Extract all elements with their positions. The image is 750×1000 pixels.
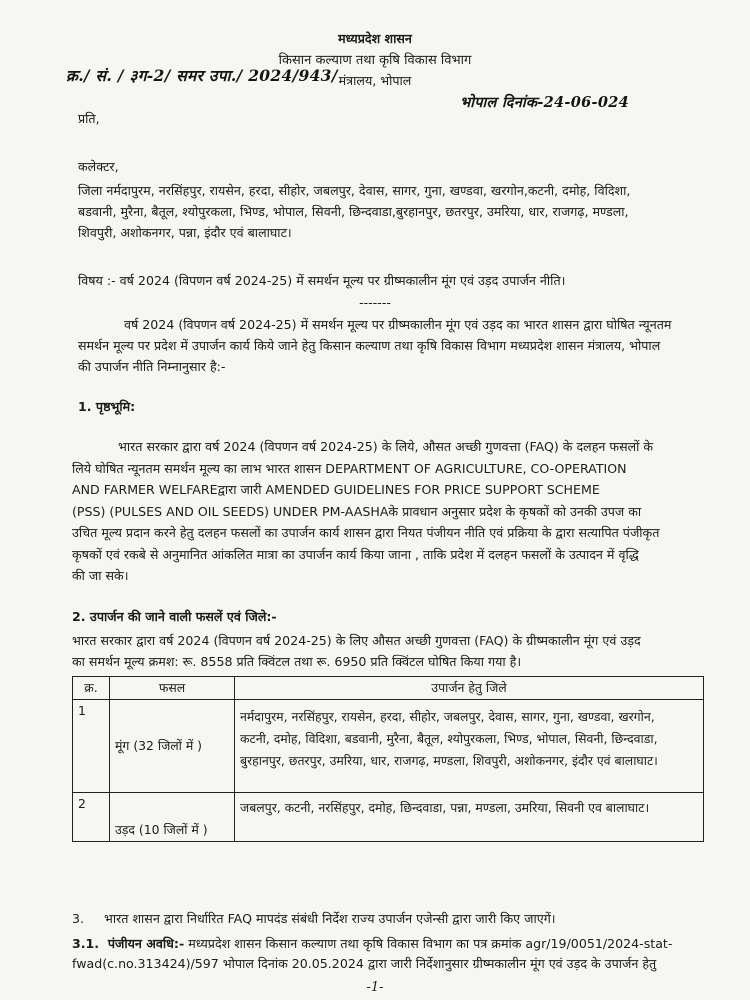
section1-body <box>72 436 708 587</box>
header-location: मंत्रालय, भोपाल <box>338 73 412 88</box>
table-cell-districts <box>235 700 704 793</box>
table-header-cell: उपार्जन हेतु जिले <box>235 677 704 700</box>
subject-divider: ------- <box>359 295 391 310</box>
header-department: किसान कल्याण तथा कृषि विकास विभाग <box>278 53 472 68</box>
intro-line: समर्थन मूल्य पर प्रदेश में उपार्जन कार्य किये जाने हेतु किसान कल्याण तथा कृषि विकास विभाग मध्यप्रदेश शासन मंत्रालय, भोपाल <box>78 338 661 353</box>
section2-heading: 2. उपार्जन की जाने वाली फसलें एवं जिले:- <box>72 609 277 624</box>
handwritten-reference-number: क्र./ सं. / ३ग-2/ समर उपा./ 2024/943/ <box>66 66 338 85</box>
district-line: कटनी, दमोह, विदिशा, बडवानी, मुरैना, बैतूल, श्योपुरकला, भिण्ड, भोपाल, सिवनी, छिन्दवाडा, <box>240 731 658 746</box>
section2-line: भारत सरकार द्वारा वर्ष 2024 (विपणन वर्ष 2024-25) के लिए औसत अच्छी गुणवत्ता (FAQ) के ग्रीष्मकालीन मूंग एवं उड़द <box>72 633 641 648</box>
handwritten-date: भोपाल दिनांक-24-06-024 <box>460 94 629 111</box>
section2-body <box>72 630 708 672</box>
table-header-cell: फसल <box>110 677 235 700</box>
addressee-districts <box>78 180 718 243</box>
district-line: बुरहानपुर, छतरपुर, उमरिया, धार, राजगढ़, मण्डला, शिवपुरी, अशोकनगर, इंदौर एवं बालाघाट। <box>240 753 658 768</box>
table-cell-crop: उड़द (10 जिलों में ) <box>110 793 235 842</box>
section1-line: AND FARMER WELFAREद्वारा जारी AMENDED GUIDELINES FOR PRICE SUPPORT SCHEME <box>72 482 600 497</box>
section31-line: मध्यप्रदेश शासन किसान कल्याण तथा कृषि विकास विभाग का पत्र क्रमांक agr/19/0051/2024-stat- <box>184 936 673 951</box>
addressee-title: कलेक्टर, <box>78 159 119 174</box>
table-row <box>73 793 704 842</box>
section1-line: कृषकों एवं रकबे से अनुमानित आंकलित मात्रा का उपार्जन कार्य किया जाना , ताकि प्रदेश में दलहन फसलों के उत्पादन में वृद्धि <box>72 546 639 562</box>
section1-line: लिये घोषित न्यूनतम समर्थन मूल्य का लाभ भारत शासन DEPARTMENT OF AGRICULTURE, CO-OPERATION <box>72 460 627 476</box>
prati-label: प्रति, <box>78 111 100 126</box>
table-header-row <box>73 677 704 700</box>
district-line: जबलपुर, कटनी, नरसिंहपुर, दमोह, छिन्दवाडा, पन्ना, मण्डला, उमरिया, सिवनी एव बालाघाट। <box>240 800 650 815</box>
addressee-line: बडवानी, मुरैना, बैतूल, श्योपुरकला, भिण्ड, भोपाल, सिवनी, छिन्दवाडा,बुरहानपुर, छतरपुर, उमरिया, धार, राजगढ़, मण्डला, <box>78 204 629 219</box>
addressee-line: जिला नर्मदापुरम, नरसिंहपुर, रायसेन, हरदा, सीहोर, जबलपुर, देवास, सागर, गुना, खण्डवा, खरगोन,कटनी, दमोह, विदिशा, <box>78 183 631 198</box>
section1-line: (PSS) (PULSES AND OIL SEEDS) UNDER PM-AASHAके प्रावधान अनुसार प्रदेश के कृषकों को उनकी उपज का <box>72 503 642 519</box>
table-cell-number: 2 <box>73 793 110 842</box>
section1-heading: 1. पृष्ठभूमि: <box>78 399 136 414</box>
section1-line: भारत सरकार द्वारा वर्ष 2024 (विपणन वर्ष 2024-25) के लिये, औसत अच्छी गुणवत्ता (FAQ) के दलहन फसलों के <box>118 439 654 454</box>
addressee-line: शिवपुरी, अशोकनगर, पन्ना, इंदौर एवं बालाघाट। <box>78 225 292 240</box>
section1-line: उचित मूल्य प्रदान करने हेतु दलहन फसलों का उपार्जन कार्य शासन द्वारा नियत पंजीयन नीति एवं प्रक्रिया के द्वारा सत्यापित पंजीकृत <box>72 525 660 540</box>
section31-paragraph <box>72 934 712 974</box>
section31-heading: 3.1. पंजीयन अवधि:- <box>72 936 185 951</box>
intro-line: वर्ष 2024 (विपणन वर्ष 2024-25) में समर्थन मूल्य पर ग्रीष्मकालीन मूंग एवं उड़द का भारत शासन द्वारा घोषित न्यूनतम <box>124 317 672 332</box>
section3-paragraph: 3. भारत शासन द्वारा निर्धारित FAQ मापदंड संबंधी निर्देश राज्य उपार्जन एजेन्सी द्वारा जारी किए जाएगें। <box>72 911 556 926</box>
table-header-cell: क्र. <box>73 677 110 700</box>
page-number: -1- <box>366 980 384 995</box>
section2-line: का समर्थन मूल्य क्रमश: रू. 8558 प्रति क्विंटल तथा रू. 6950 प्रति क्विंटल घोषित किया गया है। <box>72 654 522 669</box>
subject-line: विषय :- वर्ष 2024 (विपणन वर्ष 2024-25) में समर्थन मूल्य पर ग्रीष्मकालीन मूंग एवं उड़द उपार्जन नीति। <box>78 273 566 288</box>
crops-districts-table <box>72 676 704 842</box>
header-ministry: मध्यप्रदेश शासन <box>338 31 412 46</box>
table-row <box>73 700 704 793</box>
intro-paragraph <box>78 314 708 377</box>
section1-line: की जा सके। <box>72 568 129 583</box>
district-line: नर्मदापुरम, नरसिंहपुर, रायसेन, हरदा, सीहोर, जबलपुर, देवास, सागर, गुना, खण्डवा, खरगोन, <box>240 709 655 724</box>
intro-line: की उपार्जन नीति निम्नानुसार है:- <box>78 359 226 374</box>
table-cell-number: 1 <box>73 700 110 793</box>
table-cell-crop: मूंग (32 जिलों में ) <box>110 700 235 793</box>
table-cell-districts <box>235 793 704 842</box>
section31-line: fwad(c.no.313424)/597 भोपाल दिनांक 20.05.2024 द्वारा जारी निर्देशानुसार ग्रीष्मकालीन मूंग एवं उड़द के उपार्जन हेतु <box>72 956 657 971</box>
